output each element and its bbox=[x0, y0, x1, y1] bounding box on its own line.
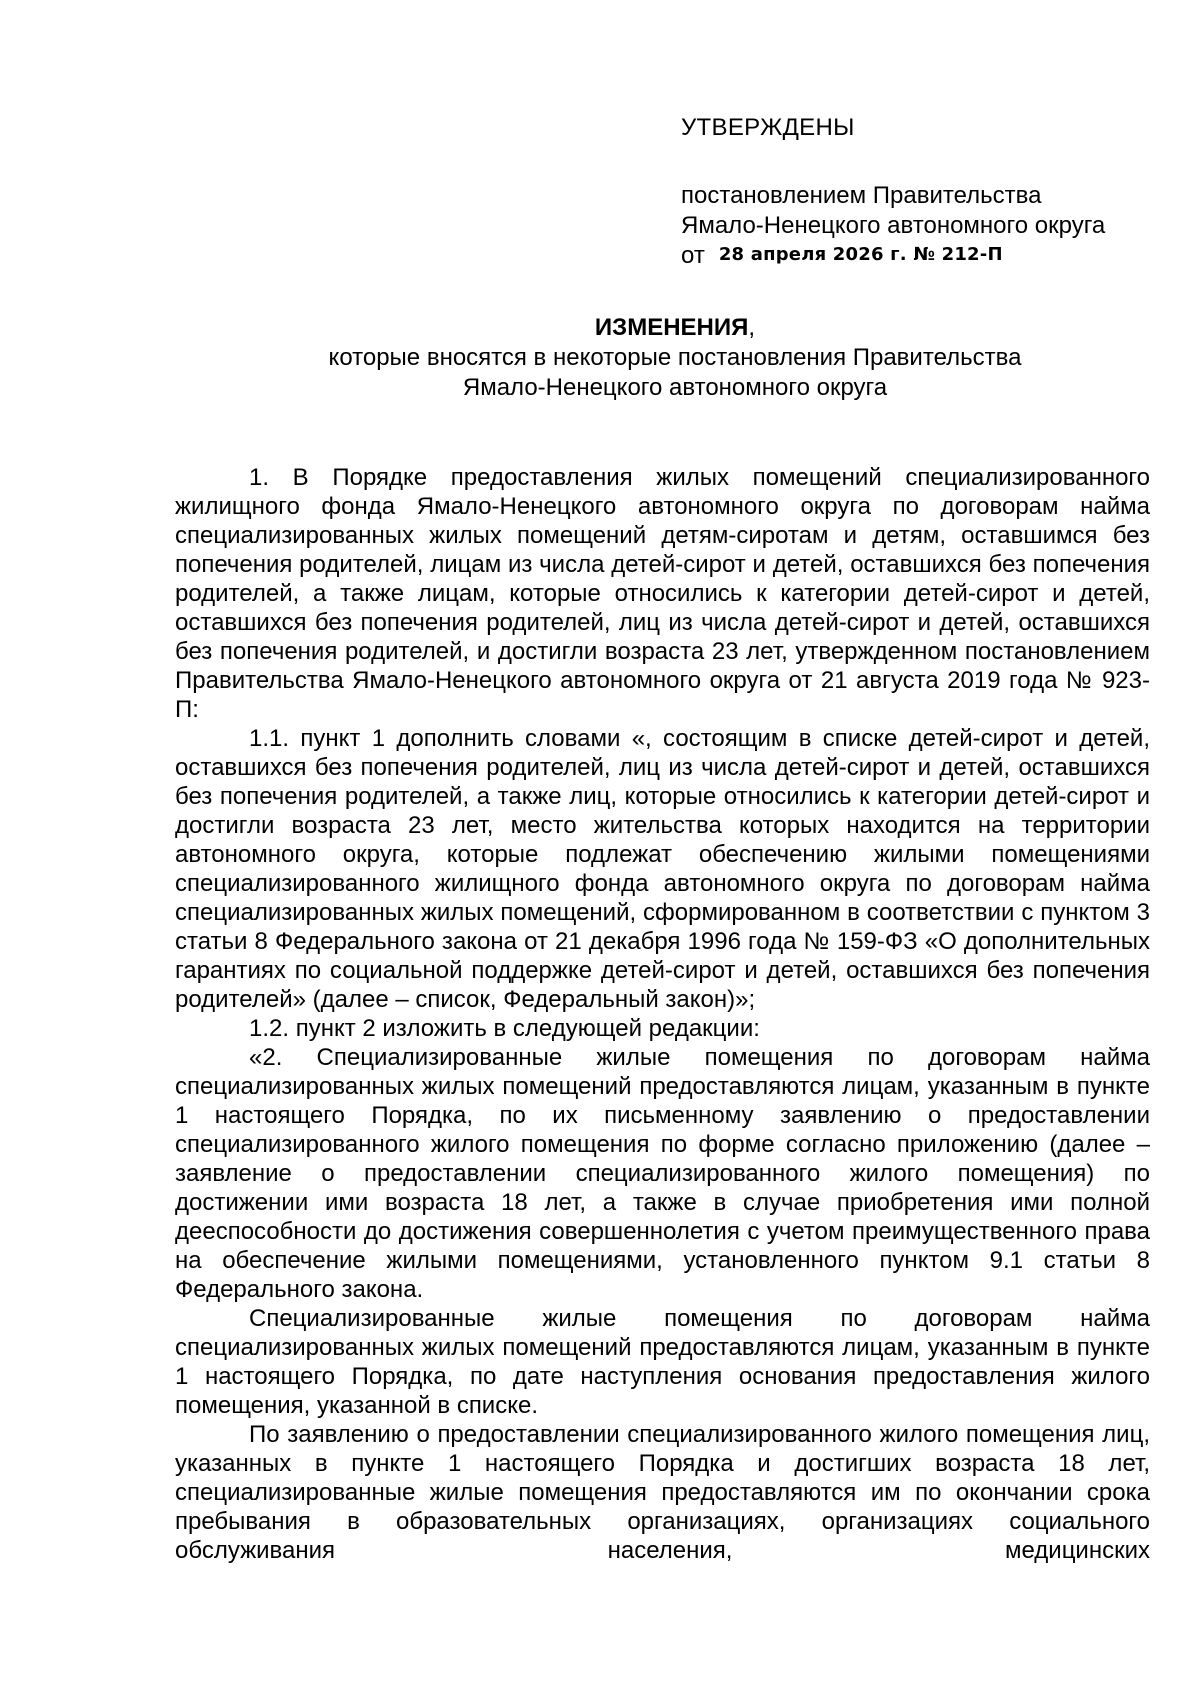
approval-line-1: постановлением Правительства bbox=[681, 182, 1042, 209]
document-subtitle-line-2: Ямало-Ненецкого автономного округа bbox=[462, 374, 888, 401]
approval-order-line bbox=[681, 241, 1161, 273]
approval-line-2: Ямало-Ненецкого автономного округа bbox=[681, 212, 1106, 239]
approval-stamp-block bbox=[681, 113, 1161, 273]
paragraph-quote-2: «2. Специализированные жилые помещения по договорам найма специализированных жилых помещений предоставляются лицам, указанным в пункте 1 настоящего Порядка, по их письменному заявлению о предоставлении специализированного жилого помещения по форме согласно приложению (далее – заявление о предоставлении специализированного жилого помещения) по достижении ими возраста 18 лет, а также в случае приобретения ими полной дееспособности до достижения совершеннолетия с учетом преимущественного права на обеспечение жилыми помещениями, установленного пунктом 9.1 статьи 8 Федерального закона. bbox=[175, 1044, 1150, 1303]
document-subtitle-line-1: которые вносятся в некоторые постановления Правительства bbox=[328, 344, 1022, 371]
paragraph-1-1: 1.1. пункт 1 дополнить словами «, состоящим в списке детей-сирот и детей, оставшихся без попечения родителей, лиц из числа детей-сирот и детей, оставшихся без попечения родителей, а также лиц, которые относились к категории детей-сирот и достигли возраста 23 лет, место жительства которых находится на территории автономного округа, которые подлежат обеспечению жилыми помещениями специализированного жилищного фонда автономного округа по договорам найма специализированных жилых помещений, сформированном в соответствии с пунктом 3 статьи 8 Федерального закона от 21 декабря 1996 года № 159-ФЗ «О дополнительных гарантиях по социальной поддержке детей-сирот и детей, оставшихся без попечения родителей» (далее – список, Федеральный закон)»; bbox=[175, 725, 1150, 1013]
approval-ot-label: от bbox=[681, 242, 705, 269]
paragraph-1-2: 1.2. пункт 2 изложить в следующей редакции: bbox=[249, 1015, 760, 1042]
document-heading-comma: , bbox=[748, 314, 756, 341]
paragraph-specialized-housing: Специализированные жилые помещения по договорам найма специализированных жилых помещений предоставляются лицам, указанным в пункте 1 настоящего Порядка, по дате наступления основания предоставления жилого помещения, указанной в списке. bbox=[175, 1305, 1150, 1419]
document-heading-line bbox=[175, 313, 1175, 343]
paragraph-by-application: По заявлению о предоставлении специализированного жилого помещения лиц, указанных в пункте 1 настоящего Порядка и достигших возраста 18 лет, специализированные жилые помещения предоставляются им по окончании срока пребывания в образовательных организациях, организациях социального обслуживания населения, медицинских bbox=[175, 1421, 1150, 1564]
document-heading: ИЗМЕНЕНИЯ bbox=[594, 314, 749, 341]
approved-label: УТВЕРЖДЕНЫ bbox=[681, 114, 855, 141]
document-body bbox=[175, 463, 1150, 1565]
paragraph-1: 1. В Порядке предоставления жилых помещений специализированного жилищного фонда Ямало-Ненецкого автономного округа по договорам найма специализированных жилых помещений детям-сиротам и детям, оставшимся без попечения родителей, лицам из числа детей-сирот и детей, оставшихся без попечения родителей, а также лицам, которые относились к категории детей-сирот и детей, оставшихся без попечения родителей, лиц из числа детей-сирот и детей, оставшихся без попечения родителей, и достигли возраста 23 лет, утвержденном постановлением Правительства Ямало-Ненецкого автономного округа от 21 августа 2019 года № 923-П: bbox=[175, 464, 1150, 723]
approval-order-reference: 28 апреля 2026 г. № 212-П bbox=[718, 244, 1003, 265]
document-title-block bbox=[175, 313, 1175, 403]
